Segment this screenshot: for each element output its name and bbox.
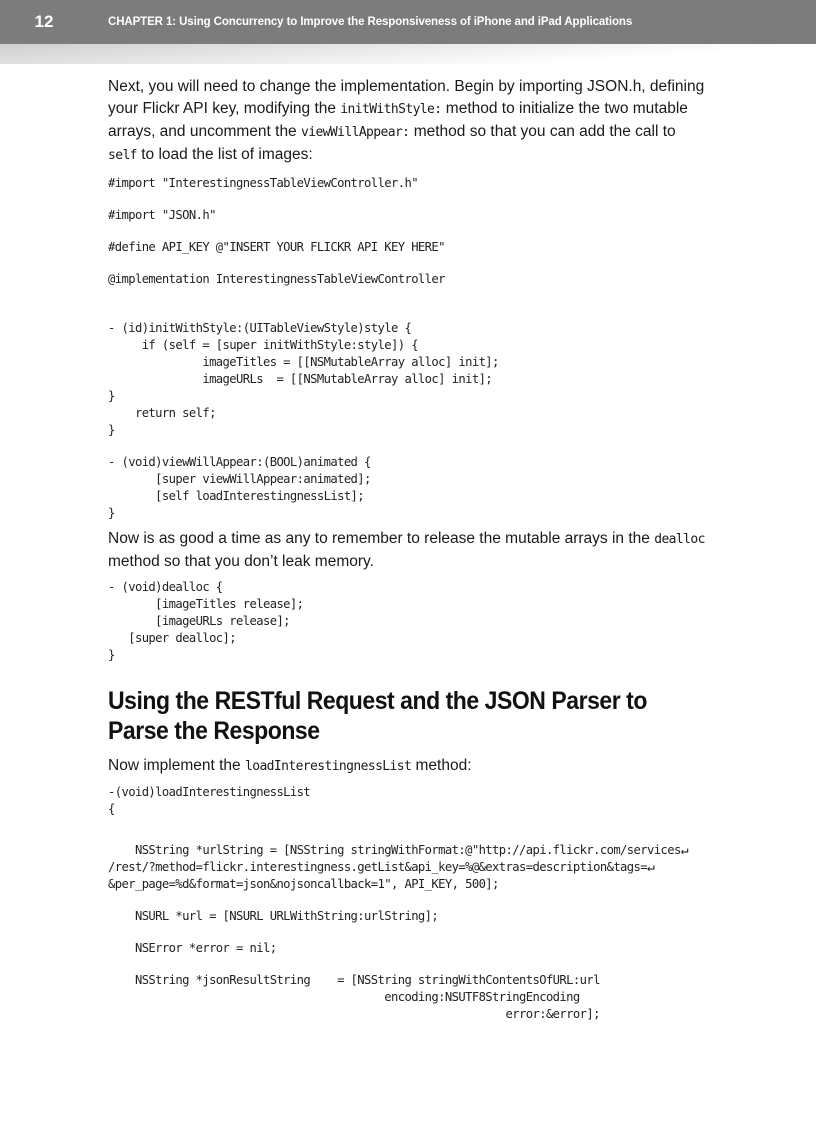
text: method so that you can add the call to [409,123,676,140]
text: method to initialize the two mutable arrays, and uncomment the [108,100,688,140]
code-define-api-key: #define API_KEY @"INSERT YOUR FLICKR API KEY HERE" [108,240,445,254]
code-dealloc: - (void)dealloc { [imageTitles release]; [imageURLs release]; [super dealloc]; } [108,580,304,662]
inline-code: viewWillAppear: [301,125,410,140]
header-gradient-stripe [0,44,816,64]
paragraph-load-list [108,755,708,778]
paragraph-implementation-intro [108,76,708,167]
page-number: 12 [34,12,54,31]
inline-code: loadInterestingnessList [244,759,412,774]
page-content [108,76,708,1023]
code-nsurl: NSURL *url = [NSURL URLWithString:urlString]; [108,909,439,923]
code-init-with-style: - (id)initWithStyle:(UITableViewStyle)style { if (self = [super initWithStyle:style]) { imageTitles = [[NSMutableArray alloc] init]; imageURLs = [[NSMutableArray alloc] init]; } return self; } [108,321,499,437]
code-load-signature: -(void)loadInterestingnessList { [108,785,311,816]
section-heading: Using the RESTful Request and the JSON Parser to Parse the Response [108,687,647,745]
text: Next, you will need to change the implementation. Begin by importing JSON.h, defining your Flickr API key, modifying the [108,78,705,117]
text: Now is as good a time as any to remember to release the mutable arrays in the [108,530,655,547]
text: method: [411,757,472,774]
text: method so that you don’t leak memory. [108,553,374,570]
code-json-result: NSString *jsonResultString = [NSString stringWithContentsOfURL:url encoding:NSUTF8StringEncoding error:&error]; [134,973,600,1021]
text: to load the list of images: [136,146,313,163]
text: Now implement the [108,757,245,774]
code-url-string-line2 [108,859,708,876]
paragraph-dealloc [108,528,708,573]
inline-code: self [108,148,137,163]
line-continuation-icon: ↵ [680,843,688,858]
code-nserror: NSError *error = nil; [108,941,277,955]
code-import-json: #import "JSON.h" [108,208,216,222]
inline-code: dealloc [654,532,705,547]
code-url-string-line1 [108,842,708,859]
chapter-title: CHAPTER 1: Using Concurrency to Improve the Responsiveness of iPhone and iPad Applications [108,16,633,28]
code-text: /rest/?method=flickr.interestingness.getList&api_key=%@&extras=description&tags= [108,860,648,874]
code-implementation: @implementation InterestingnessTableViewController [108,272,445,286]
line-continuation-icon: ↵ [647,860,655,875]
code-text: NSString *urlString = [NSString stringWithFormat:@"http://api.flickr.com/services [108,843,681,857]
code-import-header: #import "InterestingnessTableViewController.h" [108,176,418,190]
code-url-string-line3: &per_page=%d&format=json&nojsoncallback=1", API_KEY, 500]; [108,877,499,891]
inline-code: initWithStyle: [340,102,442,117]
code-view-will-appear: - (void)viewWillAppear:(BOOL)animated { [super viewWillAppear:animated]; [self loadInterestingnessList]; } [108,455,371,520]
